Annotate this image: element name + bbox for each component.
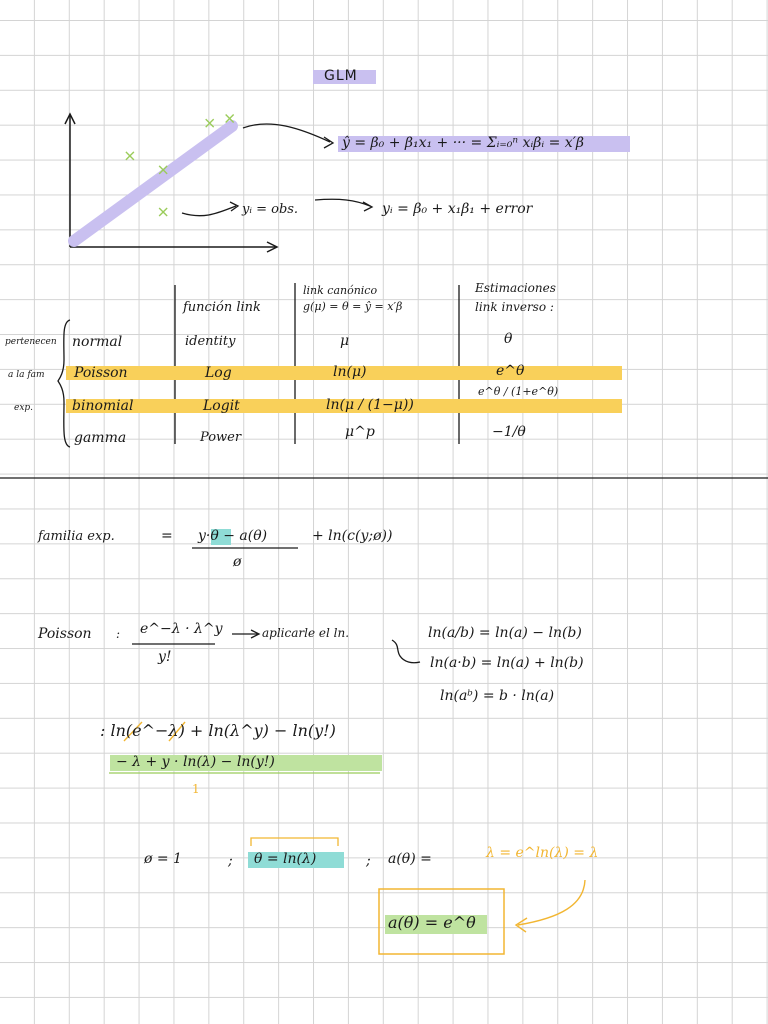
inverse-poisson: e^θ [496,363,525,379]
side-note-2: a la fam [8,370,45,380]
curved-arrow-icon [315,199,370,206]
canonical-poisson: ln(μ) [333,364,367,380]
separator: ; [228,853,233,869]
theta-equals-ln-lambda: θ = ln(λ) [254,851,317,867]
poisson-colon: : [116,627,121,641]
poisson-step2: − λ + y · ln(λ) − ln(y!) [116,754,275,770]
log-rule-1: ln(a/b) = ln(a) − ln(b) [428,625,582,641]
side-note-3: exp. [14,403,34,413]
curved-arrow-icon [182,206,236,216]
page-title: GLM [324,68,358,84]
family-gamma: gamma [74,430,127,446]
curved-arrow-icon [243,124,330,142]
inverse-gamma: −1/θ [492,424,526,440]
canonical-gamma: μ^p [345,424,375,440]
log-rule-2: ln(a·b) = ln(a) + ln(b) [430,655,584,671]
exp-family-denominator: ø [233,554,242,570]
poisson-pmf-numerator: e^−λ · λ^y [140,621,223,637]
scatter-point [126,152,134,160]
observed-formula: yᵢ = β₀ + x₁β₁ + error [382,201,533,217]
canonical-binomial: ln(μ / (1−μ)) [326,397,414,413]
curved-arrow-icon [392,640,420,663]
boxed-result: a(θ) = e^θ [388,913,476,932]
inverse-binomial: e^θ / (1+e^θ) [478,385,559,398]
prediction-formula: ŷ = β₀ + β₁x₁ + ··· = Σᵢ₌₀ⁿ xᵢβᵢ = x′β [342,135,584,151]
scatter-point [159,208,167,216]
poisson-pmf-denominator: y! [158,649,172,665]
link-log: Log [205,365,232,381]
inverse-normal: θ [504,331,513,347]
poisson-step1: : ln(e^−λ) + ln(λ^y) − ln(y!) [100,721,336,740]
curved-arrow-icon [518,880,585,925]
scatter-point [206,119,214,127]
col-header-canonical: link canónico g(μ) = θ = ŷ = x′β [303,284,403,313]
brace-icon [58,320,70,447]
canonical-normal: μ [340,333,350,349]
link-identity: identity [185,334,236,349]
link-logit: Logit [203,398,240,414]
family-binomial: binomial [72,398,134,414]
side-note-1: pertenecen [5,337,57,347]
poisson-step2-denominator: 1 [192,782,200,796]
equals-sign: = [161,528,173,544]
separator: ; [366,853,371,869]
col-header-inverse: Estimaciones link inverso : [475,281,556,315]
log-rule-3: ln(aᵇ) = b · ln(a) [440,688,555,704]
a-theta-label: a(θ) = [388,851,432,867]
exp-family-tail: + ln(c(y;ø)) [312,528,393,544]
col-header-link: función link [183,300,261,315]
link-power: Power [200,430,242,445]
family-poisson: Poisson [74,365,128,381]
family-normal: normal [72,334,123,350]
poisson-label: Poisson [38,626,92,642]
lambda-chain: λ = e^ln(λ) = λ [486,845,599,861]
exp-family-label: familia exp. [38,529,115,544]
arrow-text: aplicarle el ln. [262,626,350,640]
phi-equals-one: ø = 1 [144,851,182,867]
regression-line-icon [74,126,232,241]
yi-observed-label: yᵢ = obs. [242,202,299,217]
exp-family-numerator: y·θ − a(θ) [198,528,268,544]
